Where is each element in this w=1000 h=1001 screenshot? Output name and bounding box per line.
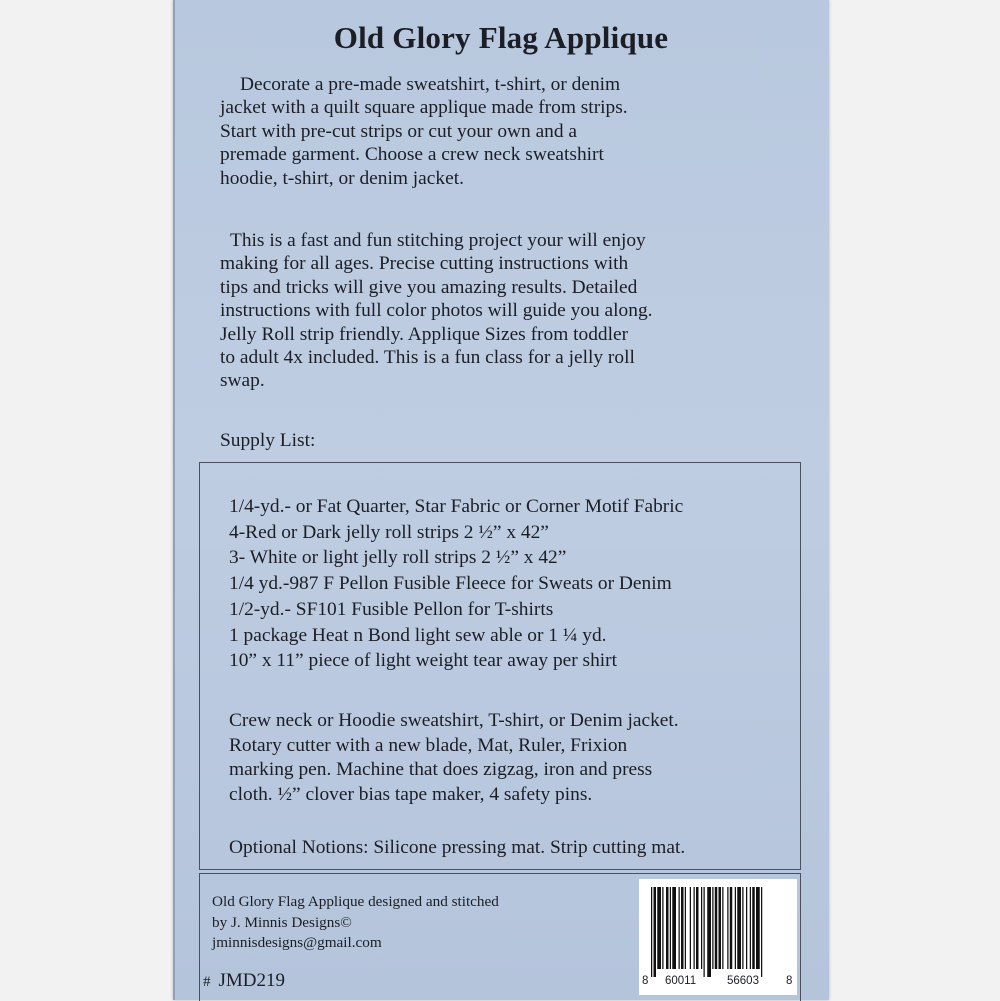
description-line: This is a fast and fun stitching project your will enjoy (230, 230, 646, 251)
supply-list-heading: Supply List: (220, 430, 316, 451)
supply-list (229, 494, 683, 674)
barcode-digit-group: 60011 (665, 975, 697, 987)
credits-line: by J. Minnis Designs© (212, 913, 352, 931)
intro-line: hoodie, t-shirt, or denim jacket. (220, 167, 464, 189)
card-edge (173, 0, 175, 1000)
barcode-bar (657, 887, 661, 969)
barcode-bar (737, 887, 741, 969)
barcode-bar (701, 887, 702, 969)
barcode-bar (761, 887, 762, 977)
barcode-bar (756, 887, 760, 969)
barcode-bar (704, 887, 705, 977)
barcode (639, 879, 797, 995)
description-line: swap. (220, 370, 265, 392)
supply-item: 1/4-yd.- or Fat Quarter, Star Fabric or Corner Motif Fabric (229, 496, 684, 517)
tools-line: marking pen. Machine that does zigzag, iron and press (229, 759, 653, 780)
barcode-bar (730, 887, 733, 969)
tools-paragraph (229, 709, 679, 807)
supply-item: 3- White or light jelly roll strips 2 ½” x 42” (229, 547, 567, 569)
intro-paragraph (220, 73, 800, 190)
supply-item: 4-Red or Dark jelly roll strips 2 ½” x 42” (229, 521, 549, 543)
barcode-bar (685, 887, 686, 969)
barcode-bar (662, 887, 663, 969)
barcode-digits (639, 975, 797, 991)
barcode-bar (735, 887, 736, 969)
description-line: Jelly Roll strip friendly. Applique Sizes from toddler (220, 323, 629, 345)
pattern-number-hash: # (203, 974, 211, 990)
barcode-bar (750, 887, 751, 969)
barcode-bars (639, 879, 797, 979)
barcode-bar (651, 887, 652, 977)
pattern-back-cover (173, 0, 829, 1000)
footer-box (199, 873, 801, 1001)
barcode-bar (672, 887, 676, 969)
description-line: making for all ages. Precise cutting instructions with (220, 253, 629, 275)
barcode-bar (690, 887, 691, 969)
barcode-bar (694, 887, 695, 969)
barcode-bar (746, 887, 747, 969)
tools-line: cloth. ½” clover bias tape maker, 4 safety pins. (229, 783, 593, 805)
barcode-bar (670, 887, 671, 969)
tools-line: Crew neck or Hoodie sweatshirt, T-shirt, or Denim jacket. (229, 710, 679, 731)
barcode-bar (752, 887, 755, 969)
barcode-bar (719, 887, 722, 969)
description-line: tips and tricks will give you amazing results. Detailed (220, 276, 638, 298)
barcode-bar (742, 887, 743, 969)
tools-line: Rotary cutter with a new blade, Mat, Ruler, Frixion (229, 734, 628, 756)
intro-line: jacket with a quilt square applique made from strips. (220, 97, 628, 119)
supply-item: 10” x 11” piece of light weight tear away per shirt (229, 650, 618, 672)
barcode-bar (696, 887, 699, 969)
barcode-digit-group: 56603 (727, 975, 759, 987)
description-line: to adult 4x included. This is a fun class for a jelly roll (220, 347, 635, 369)
barcode-bar (654, 887, 657, 977)
intro-line: Decorate a pre-made sweatshirt, t-shirt, or denim (240, 74, 621, 95)
barcode-bar (679, 887, 680, 969)
pattern-number (203, 970, 285, 992)
barcode-bar (712, 887, 713, 969)
optional-notions: Optional Notions: Silicone pressing mat. Strip cutting mat. (229, 837, 686, 858)
pattern-title: Old Glory Flag Applique (333, 20, 669, 55)
intro-line: Start with pre-cut strips or cut your own and a (220, 120, 578, 142)
designer-email: jminnisdesigns@gmail.com (212, 934, 382, 952)
barcode-bar (666, 887, 669, 969)
barcode-bar (727, 887, 728, 969)
barcode-bar (707, 887, 711, 977)
supply-item: 1 package Heat n Bond light sew able or 1 ¼ yd. (229, 624, 607, 646)
credits-line: Old Glory Flag Applique designed and stitched (212, 893, 499, 910)
designer-credits (212, 892, 499, 954)
barcode-digit-group: 8 (642, 975, 649, 987)
description-paragraph (220, 229, 800, 393)
barcode-bar (681, 887, 684, 969)
barcode-bar (722, 887, 723, 969)
pattern-number-value: JMD219 (218, 970, 286, 991)
intro-line: premade garment. Choose a crew neck sweatshirt (220, 144, 604, 166)
barcode-bar (715, 887, 718, 969)
supply-list-box (199, 462, 801, 870)
supply-item: 1/4 yd.-987 F Pellon Fusible Fleece for Sweats or Denim (229, 573, 672, 595)
barcode-digit-group: 8 (786, 975, 793, 987)
supply-item: 1/2-yd.- SF101 Fusible Pellon for T-shirts (229, 598, 554, 620)
description-line: instructions with full color photos will guide you along. (220, 300, 653, 322)
